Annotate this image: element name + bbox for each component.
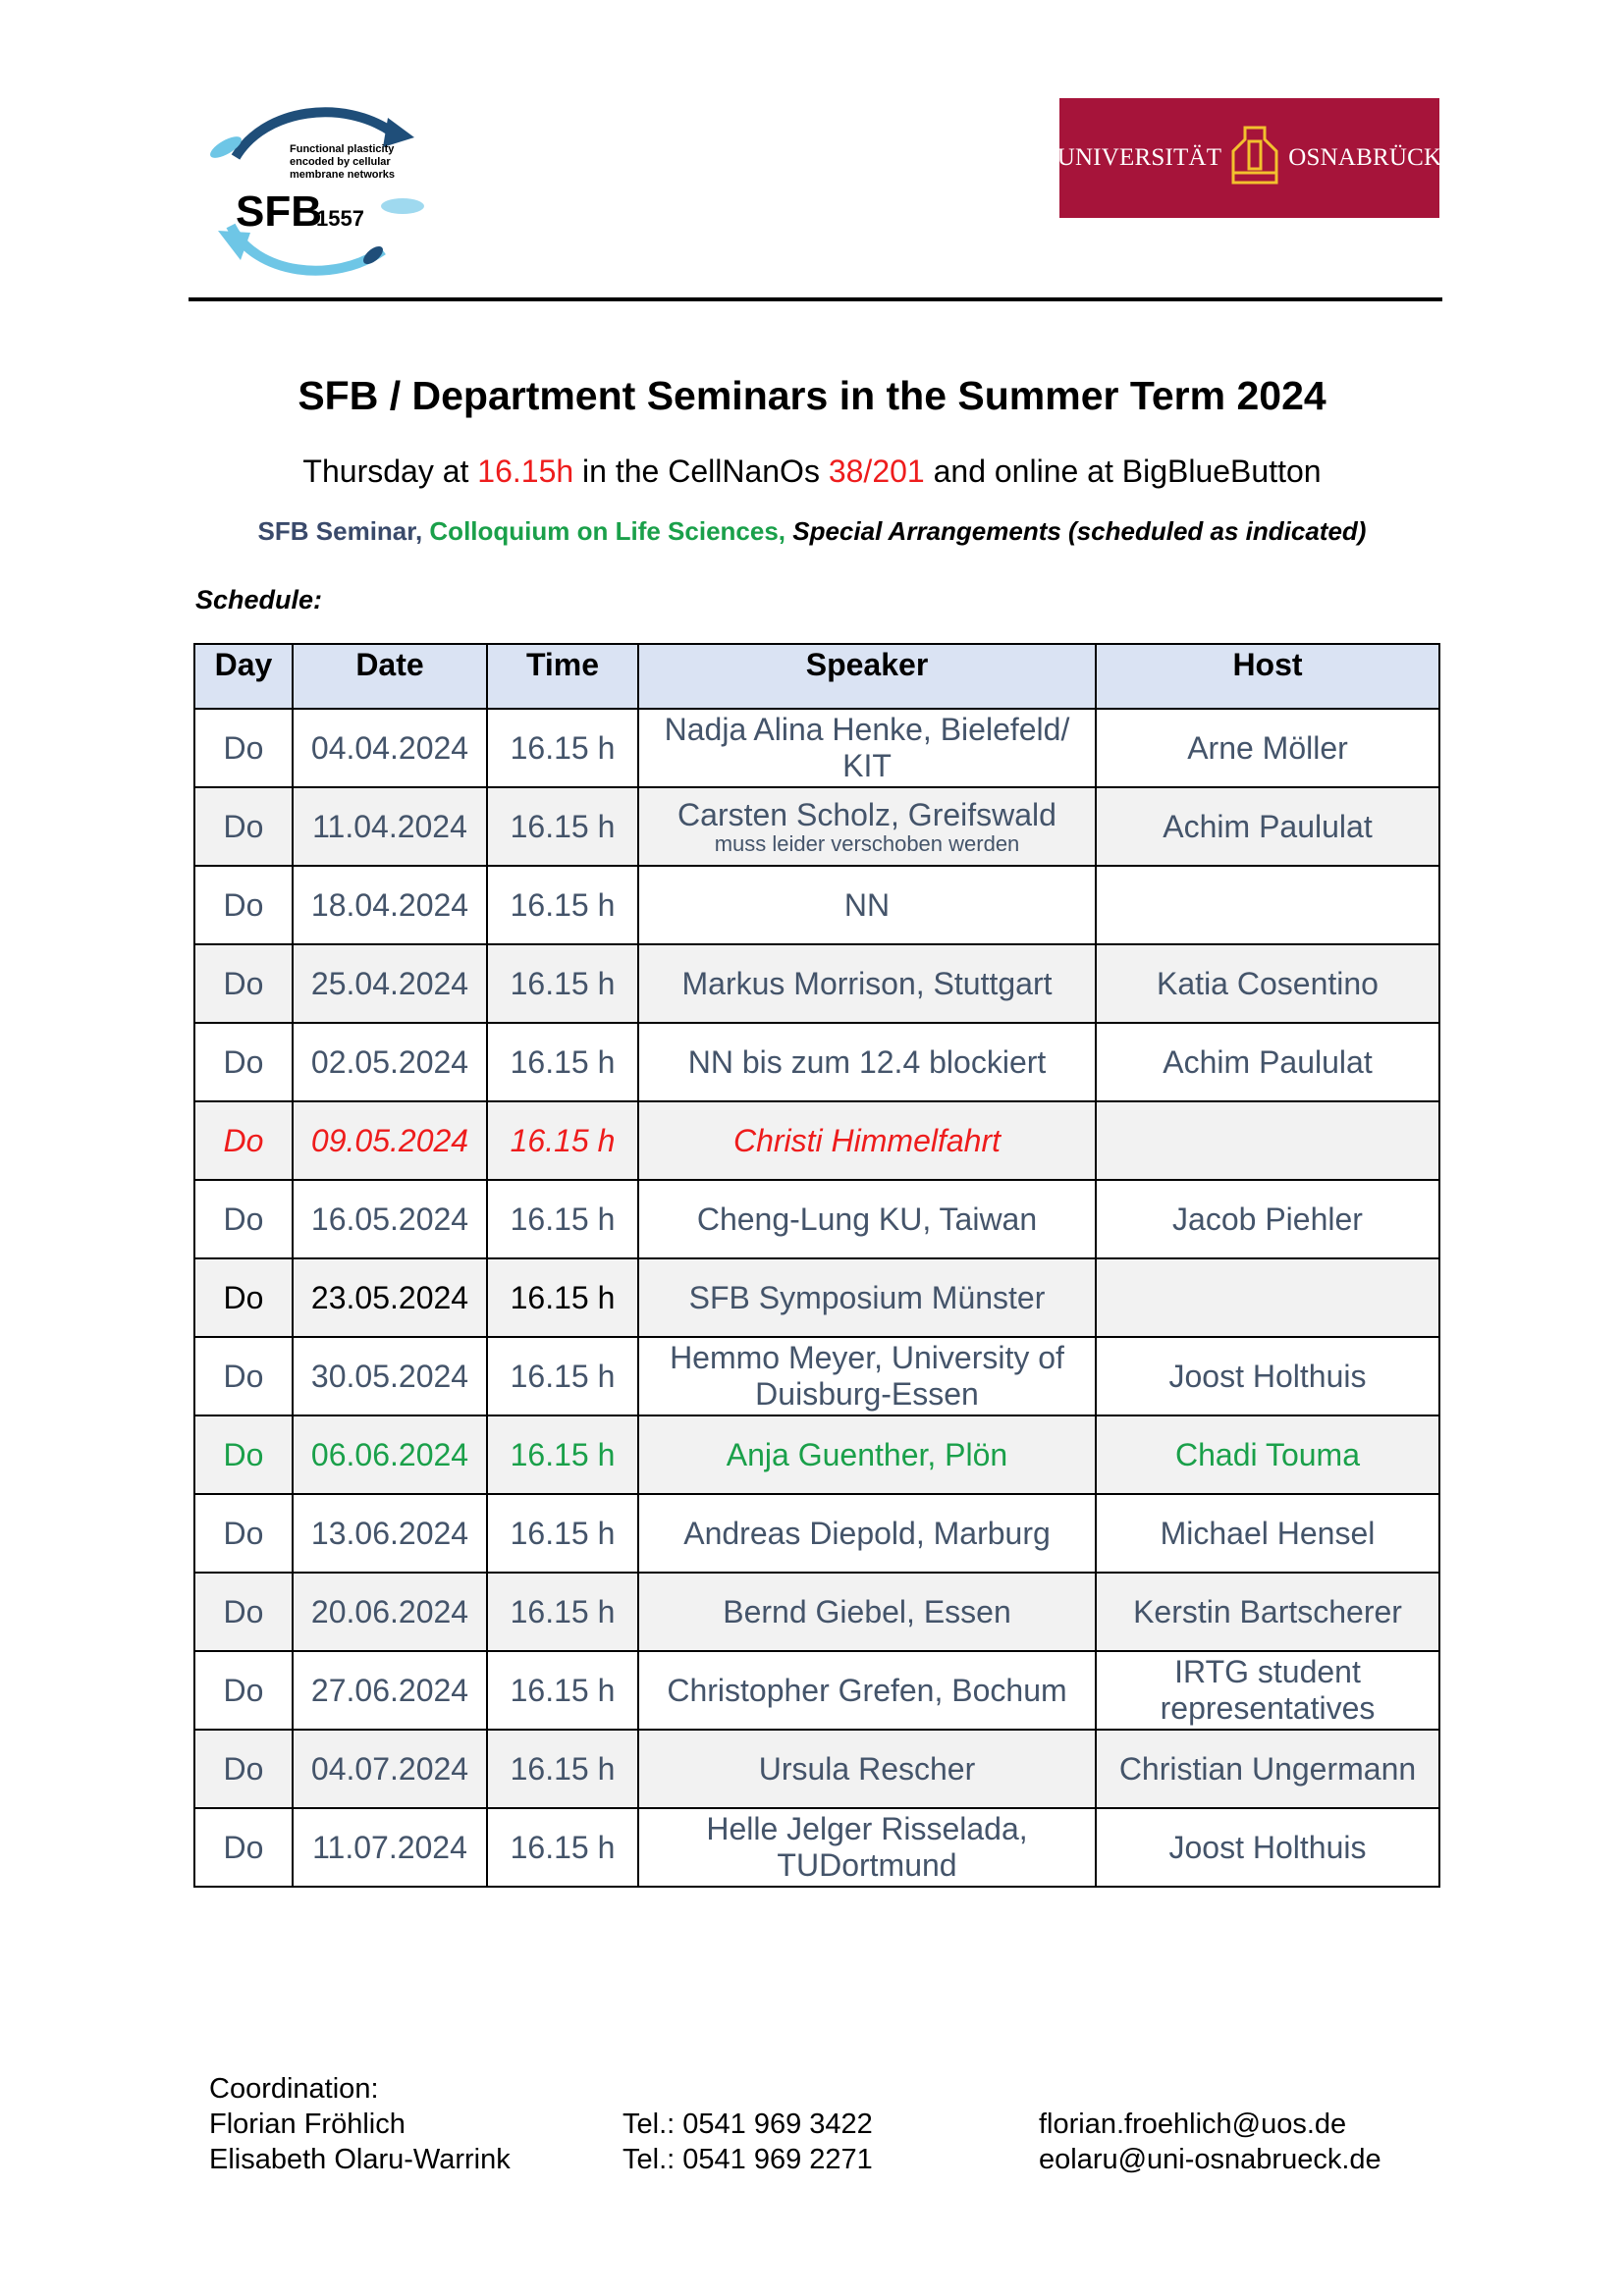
cell-day: Do <box>194 866 293 944</box>
cell-date: 06.06.2024 <box>293 1415 487 1494</box>
cell-time: 16.15 h <box>487 1258 638 1337</box>
table-row-holiday <box>194 1101 1439 1180</box>
cell-host: Chadi Touma <box>1096 1415 1439 1494</box>
contact-email[interactable]: eolaru@uni-osnabrueck.de <box>1039 2144 1381 2175</box>
table-row <box>194 1258 1439 1337</box>
speaker-name: Carsten Scholz, Greifswald <box>677 796 1056 832</box>
cell-time: 16.15 h <box>487 787 638 866</box>
legend-sfb: SFB Seminar <box>257 516 415 546</box>
cell-host: Achim Paululat <box>1096 787 1439 866</box>
subtitle <box>0 454 1624 490</box>
cell-day: Do <box>194 1258 293 1337</box>
cell-day: Do <box>194 1808 293 1887</box>
cell-date: 23.05.2024 <box>293 1258 487 1337</box>
cell-host: Achim Paululat <box>1096 1023 1439 1101</box>
header-host: Host <box>1096 644 1439 709</box>
contact-email[interactable]: florian.froehlich@uos.de <box>1039 2109 1347 2140</box>
table-row-colloquium <box>194 1415 1439 1494</box>
coordination-block <box>209 2071 511 2177</box>
cell-time: 16.15 h <box>487 1415 638 1494</box>
coordination-label: Coordination: <box>209 2073 379 2105</box>
table-row <box>194 866 1439 944</box>
cell-time: 16.15 h <box>487 944 638 1023</box>
sfb-logo <box>196 103 432 280</box>
cell-day: Do <box>194 787 293 866</box>
contact-phone: Tel.: 0541 969 2271 <box>623 2144 873 2175</box>
header-divider <box>189 297 1442 301</box>
speaker-note: muss leider verschoben werden <box>714 831 1020 857</box>
cell-host <box>1096 866 1439 944</box>
cell-speaker: Helle Jelger Risselada, TUDortmund <box>638 1808 1096 1887</box>
university-logo <box>1056 98 1442 218</box>
cell-time: 16.15 h <box>487 1337 638 1415</box>
table-row <box>194 944 1439 1023</box>
subtitle-time: 16.15h <box>477 454 574 489</box>
legend-colloquium: Colloquium on Life Sciences, <box>429 516 786 546</box>
cell-speaker: NN <box>638 866 1096 944</box>
cell-date: 30.05.2024 <box>293 1337 487 1415</box>
cell-date: 02.05.2024 <box>293 1023 487 1101</box>
cell-time: 16.15 h <box>487 1651 638 1730</box>
legend-sep: , <box>414 516 430 546</box>
legend-special: Special Arrangements (scheduled as indicated) <box>785 516 1367 546</box>
phone-block <box>623 2107 873 2177</box>
sfb-number: 1557 <box>316 206 364 231</box>
cell-day: Do <box>194 1651 293 1730</box>
uos-right-word: OSNABRÜCK <box>1288 144 1442 171</box>
cell-host <box>1096 1258 1439 1337</box>
cell-host: Jacob Piehler <box>1096 1180 1439 1258</box>
subtitle-part3: and online at BigBlueButton <box>924 454 1322 489</box>
cell-speaker: Hemmo Meyer, University of Duisburg-Essen <box>638 1337 1096 1415</box>
schedule-label: Schedule: <box>195 585 323 614</box>
cell-speaker: Nadja Alina Henke, Bielefeld/ KIT <box>638 709 1096 787</box>
table-row <box>194 1651 1439 1730</box>
table-row <box>194 1494 1439 1573</box>
cell-day: Do <box>194 1494 293 1573</box>
cell-time: 16.15 h <box>487 866 638 944</box>
table-row <box>194 1023 1439 1101</box>
cell-date: 11.04.2024 <box>293 787 487 866</box>
header-time: Time <box>487 644 638 709</box>
cell-day: Do <box>194 1180 293 1258</box>
cell-day: Do <box>194 1023 293 1101</box>
cell-speaker: Anja Guenther, Plön <box>638 1415 1096 1494</box>
cell-date: 25.04.2024 <box>293 944 487 1023</box>
cell-day: Do <box>194 709 293 787</box>
cell-host: Michael Hensel <box>1096 1494 1439 1573</box>
cell-date: 11.07.2024 <box>293 1808 487 1887</box>
cell-time: 16.15 h <box>487 1023 638 1101</box>
subtitle-room: 38/201 <box>828 454 925 489</box>
cell-speaker: Cheng-Lung KU, Taiwan <box>638 1180 1096 1258</box>
contact-name: Elisabeth Olaru-Warrink <box>209 2144 511 2175</box>
cell-date: 18.04.2024 <box>293 866 487 944</box>
cell-host: Kerstin Bartscherer <box>1096 1573 1439 1651</box>
cell-speaker: Christi Himmelfahrt <box>638 1101 1096 1180</box>
table-row <box>194 709 1439 787</box>
cell-time: 16.15 h <box>487 1573 638 1651</box>
cell-time: 16.15 h <box>487 709 638 787</box>
cell-host: Joost Holthuis <box>1096 1808 1439 1887</box>
uos-left-word: UNIVERSITÄT <box>1056 144 1222 171</box>
cell-speaker: SFB Symposium Münster <box>638 1258 1096 1337</box>
header-date: Date <box>293 644 487 709</box>
cell-host: IRTG student representatives <box>1096 1651 1439 1730</box>
cell-day: Do <box>194 1573 293 1651</box>
cell-time: 16.15 h <box>487 1808 638 1887</box>
sfb-tagline-2: encoded by cellular <box>290 156 391 168</box>
table-row <box>194 1730 1439 1808</box>
cell-speaker: Markus Morrison, Stuttgart <box>638 944 1096 1023</box>
sfb-tagline-1: Functional plasticity <box>290 143 395 155</box>
cell-day: Do <box>194 1730 293 1808</box>
cell-speaker: NN bis zum 12.4 blockiert <box>638 1023 1096 1101</box>
cell-speaker: Bernd Giebel, Essen <box>638 1573 1096 1651</box>
table-row <box>194 787 1439 866</box>
cell-date: 27.06.2024 <box>293 1651 487 1730</box>
table-header-row <box>194 644 1439 709</box>
cell-time: 16.15 h <box>487 1494 638 1573</box>
cell-host <box>1096 1101 1439 1180</box>
contact-name: Florian Fröhlich <box>209 2109 406 2140</box>
table-row <box>194 1808 1439 1887</box>
sfb-acronym: SFB <box>236 187 322 236</box>
header-speaker: Speaker <box>638 644 1096 709</box>
sfb-tagline-3: membrane networks <box>290 169 395 181</box>
cell-time: 16.15 h <box>487 1730 638 1808</box>
cell-speaker: Andreas Diepold, Marburg <box>638 1494 1096 1573</box>
cell-date: 20.06.2024 <box>293 1573 487 1651</box>
cell-date: 09.05.2024 <box>293 1101 487 1180</box>
cell-time: 16.15 h <box>487 1180 638 1258</box>
table-row <box>194 1337 1439 1415</box>
subtitle-part2: in the CellNanOs <box>573 454 829 489</box>
cell-day: Do <box>194 1337 293 1415</box>
cell-host: Arne Möller <box>1096 709 1439 787</box>
subtitle-part1: Thursday at <box>302 454 478 489</box>
cell-date: 16.05.2024 <box>293 1180 487 1258</box>
cell-speaker: Christopher Grefen, Bochum <box>638 1651 1096 1730</box>
header-day: Day <box>194 644 293 709</box>
cell-speaker <box>638 787 1096 866</box>
cell-time: 16.15 h <box>487 1101 638 1180</box>
contact-phone: Tel.: 0541 969 3422 <box>623 2109 873 2140</box>
cell-date: 13.06.2024 <box>293 1494 487 1573</box>
cell-day: Do <box>194 1415 293 1494</box>
cell-day: Do <box>194 1101 293 1180</box>
legend <box>0 516 1624 547</box>
cell-host: Joost Holthuis <box>1096 1337 1439 1415</box>
uos-emblem-icon <box>1227 122 1282 195</box>
page-title: SFB / Department Seminars in the Summer Term 2024 <box>298 373 1326 418</box>
cell-speaker: Ursula Rescher <box>638 1730 1096 1808</box>
table-row <box>194 1573 1439 1651</box>
schedule-table <box>193 643 1440 1888</box>
cell-date: 04.07.2024 <box>293 1730 487 1808</box>
cell-host: Christian Ungermann <box>1096 1730 1439 1808</box>
table-row <box>194 1180 1439 1258</box>
email-block <box>1039 2107 1381 2177</box>
cell-host: Katia Cosentino <box>1096 944 1439 1023</box>
cell-date: 04.04.2024 <box>293 709 487 787</box>
cell-day: Do <box>194 944 293 1023</box>
